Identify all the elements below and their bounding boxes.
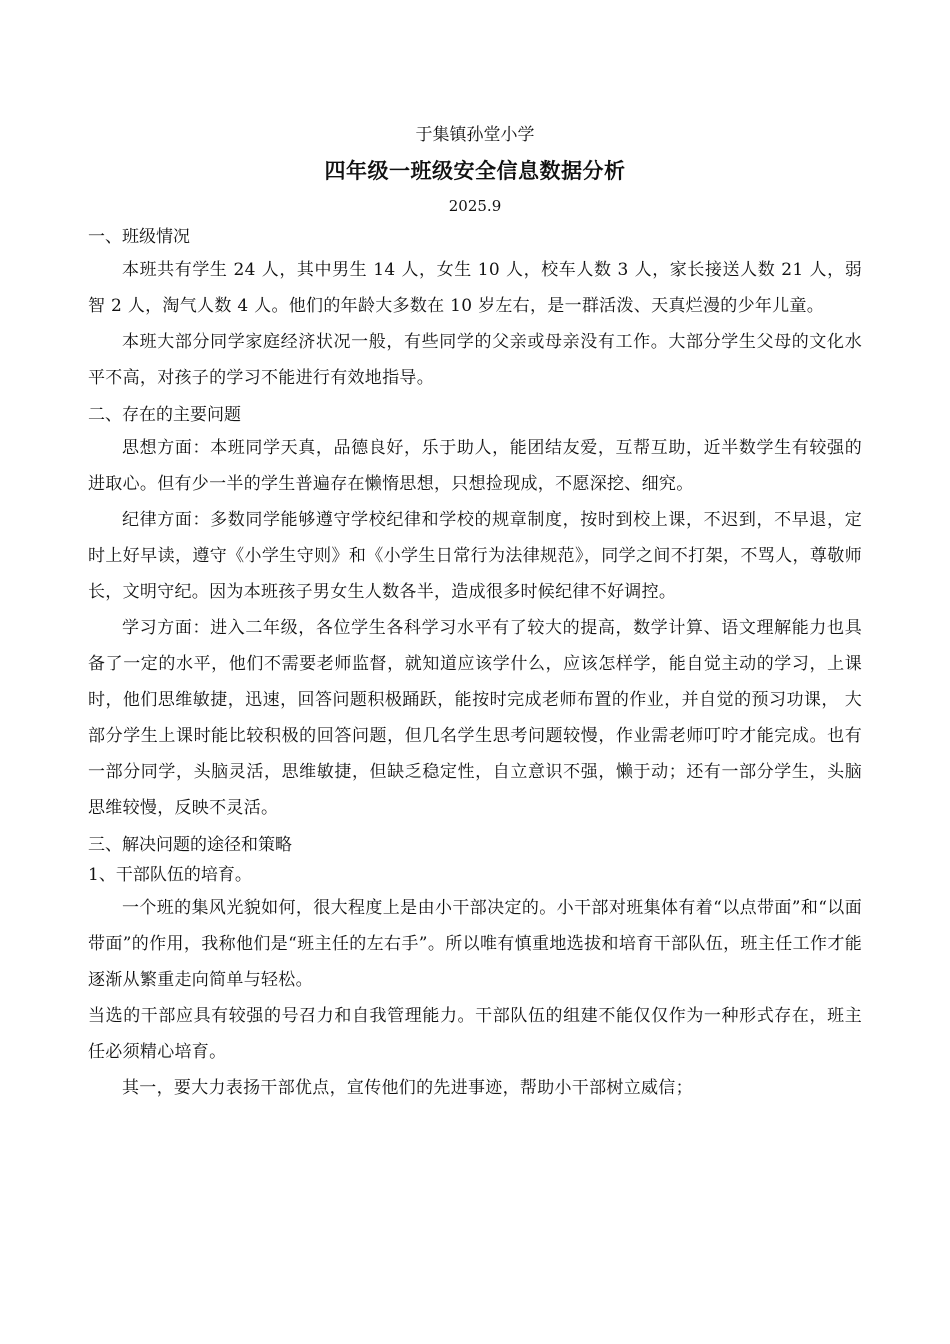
document-title: 四年级一班级安全信息数据分析 [324,158,626,183]
document-date: 2025.9 [448,197,502,215]
paragraph-class-overview: 本班共有学生 24 人，其中男生 14 人，女生 10 人，校车人数 3 人，家长接送人数 21 人，弱智 2 人，淘气人数 4 人。他们的年龄大多数在 10 岁左右，是一群活泼、天真烂漫的少年儿童。 [88,260,862,316]
paragraph-family-background: 本班大部分同学家庭经济状况一般，有些同学的父亲或母亲没有工作。大部分学生父母的文化水平不高，对孩子的学习不能进行有效地指导。 [88,332,862,388]
paragraph-cadre-qualities: 当选的干部应具有较强的号召力和自我管理能力。干部队伍的组建不能仅仅作为一种形式存在，班主任必须精心培育。 [88,1006,862,1062]
section-heading-solutions: 三、解决问题的途径和策略 [88,835,292,855]
paragraph-thinking: 思想方面：本班同学天真，品德良好，乐于助人，能团结友爱，互帮互助，近半数学生有较强的进取心。但有少一半的学生普遍存在懒惰思想，只想捡现成，不愿深挖、细究。 [88,438,862,494]
subheading-cadre-training: 1、干部队伍的培育。 [88,865,252,885]
section-heading-main-problems: 二、存在的主要问题 [88,405,241,425]
paragraph-cadre-role: 一个班的集风光貌如何，很大程度上是由小干部决定的。小干部对班集体有着“以点带面”和“以面带面”的作用，我称他们是“班主任的左右手”。所以唯有慎重地选拔和培育干部队伍，班主任工作才能逐渐从繁重走向简单与轻松。 [88,898,862,990]
document-body [88,122,862,1106]
school-name: 于集镇孙堂小学 [415,125,535,145]
section-heading-class-situation: 一、班级情况 [88,227,190,247]
paragraph-learning: 学习方面：进入二年级，各位学生各科学习水平有了较大的提高，数学计算、语文理解能力也具备了一定的水平，他们不需要老师监督，就知道应该学什么，应该怎样学，能自觉主动的学习，上课时，他们思维敏捷，迅速，回答问题积极踊跃，能按时完成老师布置的作业，并自觉的预习功课， 大部分学生上课时能比较积极的回答问题，但几名学生思考问题较慢，作业需老师叮咛才能完成。也有一部分同学，头脑灵活，思维敏捷，但缺乏稳定性，自立意识不强，懒于动；还有一部分学生，头脑思维较慢，反映不灵活。 [88,618,862,818]
paragraph-discipline: 纪律方面：多数同学能够遵守学校纪律和学校的规章制度，按时到校上课，不迟到，不早退，定时上好早读，遵守《小学生守则》和《小学生日常行为法律规范》，同学之间不打架，不骂人，尊敬师长，文明守纪。因为本班孩子男女生人数各半，造成很多时候纪律不好调控。 [88,510,862,602]
paragraph-cadre-praise: 其一，要大力表扬干部优点，宣传他们的先进事迹，帮助小干部树立威信； [122,1078,693,1098]
